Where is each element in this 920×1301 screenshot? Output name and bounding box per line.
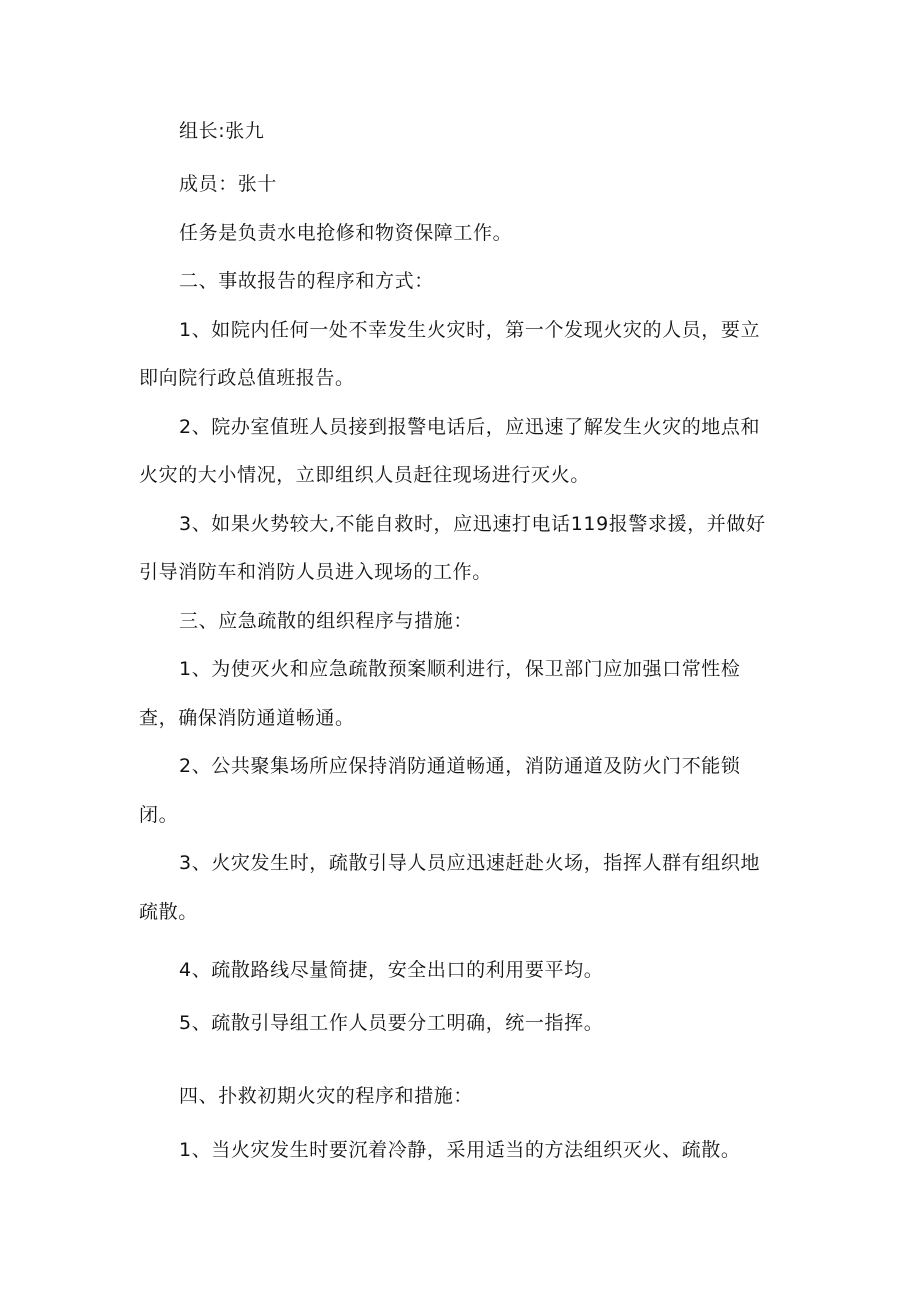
- paragraph-line: 引导消防车和消防人员进入现场的工作。: [139, 561, 492, 583]
- paragraph-line: 3、如果火势较大,不能自救时，应迅速打电话119报警求援，并做好: [179, 513, 766, 535]
- paragraph-line: 2、院办室值班人员接到报警电话后，应迅速了解发生火灾的地点和: [179, 416, 761, 438]
- paragraph-line: 3、火灾发生时，疏散引导人员应迅速赶赴火场，指挥人群有组织地: [179, 852, 761, 874]
- paragraph-line: 4、疏散路线尽量简捷，安全出口的利用要平均。: [179, 959, 604, 981]
- paragraph-line: 1、如院内任何一处不幸发生火灾时，第一个发现火灾的人员，要立: [179, 319, 761, 341]
- leader-line: 组长:张九: [179, 120, 265, 142]
- paragraph-line: 1、为使灭火和应急疏散预案顺利进行，保卫部门应加强口常性检: [179, 658, 741, 680]
- paragraph-line: 查，确保消防通道畅通。: [139, 707, 355, 729]
- member-line: 成员：张十: [179, 173, 278, 195]
- paragraph-line: 闭。: [139, 804, 179, 826]
- task-line: 任务是负责水电抢修和物资保障工作。: [179, 222, 513, 244]
- paragraph-line: 疏散。: [139, 901, 198, 923]
- section-heading-4: 四、扑救初期火灾的程序和措施：: [179, 1085, 474, 1107]
- paragraph-line: 火灾的大小情况，立即组织人员赶往现场进行灭火。: [139, 464, 590, 486]
- paragraph-line: 2、公共聚集场所应保持消防通道畅通，消防通道及防火门不能锁: [179, 755, 741, 777]
- section-heading-2: 二、事故报告的程序和方式：: [179, 270, 434, 292]
- paragraph-line: 5、疏散引导组工作人员要分工明确，统一指挥。: [179, 1012, 604, 1034]
- section-heading-3: 三、应急疏散的组织程序与措施：: [179, 610, 474, 632]
- paragraph-line: 即向院行政总值班报告。: [139, 367, 355, 389]
- paragraph-line: 1、当火灾发生时要沉着冷静，采用适当的方法组织灭火、疏散。: [179, 1139, 741, 1161]
